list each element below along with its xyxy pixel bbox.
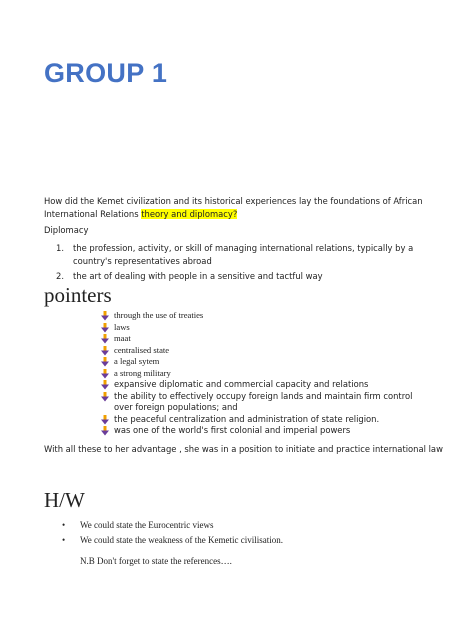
pointer-item xyxy=(100,310,430,322)
pointer-item xyxy=(100,356,430,368)
homework-item xyxy=(62,518,442,533)
homework-item xyxy=(62,533,442,548)
list-number: 2. xyxy=(56,271,64,281)
pointer-text: the ability to effectively occupy foreign lands and maintain firm control over foreign populations; and xyxy=(114,390,413,412)
pointer-text: centralised state xyxy=(114,344,170,355)
pointer-text: through the use of treaties xyxy=(114,310,204,320)
bullet-icon: • xyxy=(62,520,66,530)
pointer-item xyxy=(100,414,430,426)
pointer-item xyxy=(100,322,430,334)
conclusion-paragraph: With all these to her advantage , she was in a position to initiate and practice international law xyxy=(44,444,443,454)
question-paragraph xyxy=(44,195,444,221)
pointer-text: laws xyxy=(114,321,130,332)
diplomacy-heading: Diplomacy xyxy=(44,225,89,235)
arrow-down-icon xyxy=(100,380,110,390)
arrow-down-icon xyxy=(100,426,110,436)
pointer-text: a strong military xyxy=(114,367,171,378)
homework-item-text: We could state the weakness of the Kemetic civilisation. xyxy=(80,534,283,545)
arrow-down-icon xyxy=(100,415,110,425)
pointer-item xyxy=(100,425,430,437)
diplomacy-item xyxy=(44,242,444,267)
pointers-heading: pointers xyxy=(44,283,112,307)
question-text: How did the Kemet civilization and its historical experiences lay the foundations of African International Relations xyxy=(44,196,423,219)
homework-list xyxy=(62,518,442,547)
pointer-item xyxy=(100,379,430,391)
list-number: 1. xyxy=(56,243,64,253)
pointer-text: maat xyxy=(114,333,131,343)
document-title: GROUP 1 xyxy=(44,58,168,88)
arrow-down-icon xyxy=(100,357,110,367)
homework-item-text: We could state the Eurocentric views xyxy=(80,520,214,530)
diplomacy-item-text: the art of dealing with people in a sensitive and tactful way xyxy=(73,271,323,281)
pointer-text: expansive diplomatic and commercial capacity and relations xyxy=(114,379,369,389)
arrow-down-icon xyxy=(100,334,110,344)
pointer-item xyxy=(100,391,430,414)
arrow-down-icon xyxy=(100,392,110,402)
pointer-text: was one of the world's first colonial and imperial powers xyxy=(114,425,351,435)
diplomacy-item xyxy=(44,270,444,283)
pointers-list xyxy=(100,310,430,437)
homework-heading: H/W xyxy=(44,488,85,512)
diplomacy-item-text: the profession, activity, or skill of managing international relations, typically by a country's representatives abroad xyxy=(73,243,414,266)
pointer-item xyxy=(100,333,430,345)
pointer-text: a legal sytem xyxy=(114,356,160,366)
bullet-icon: • xyxy=(62,534,66,545)
arrow-down-icon xyxy=(100,369,110,379)
nb-note: N.B Don't forget to state the references…. xyxy=(80,556,232,566)
arrow-down-icon xyxy=(100,323,110,333)
pointer-text: the peaceful centralization and administration of state religion. xyxy=(114,413,380,424)
pointer-item xyxy=(100,368,430,380)
pointer-item xyxy=(100,345,430,357)
arrow-down-icon xyxy=(100,346,110,356)
diplomacy-definition-list xyxy=(44,242,444,286)
arrow-down-icon xyxy=(100,311,110,321)
question-highlight: theory and diplomacy? xyxy=(141,209,238,219)
